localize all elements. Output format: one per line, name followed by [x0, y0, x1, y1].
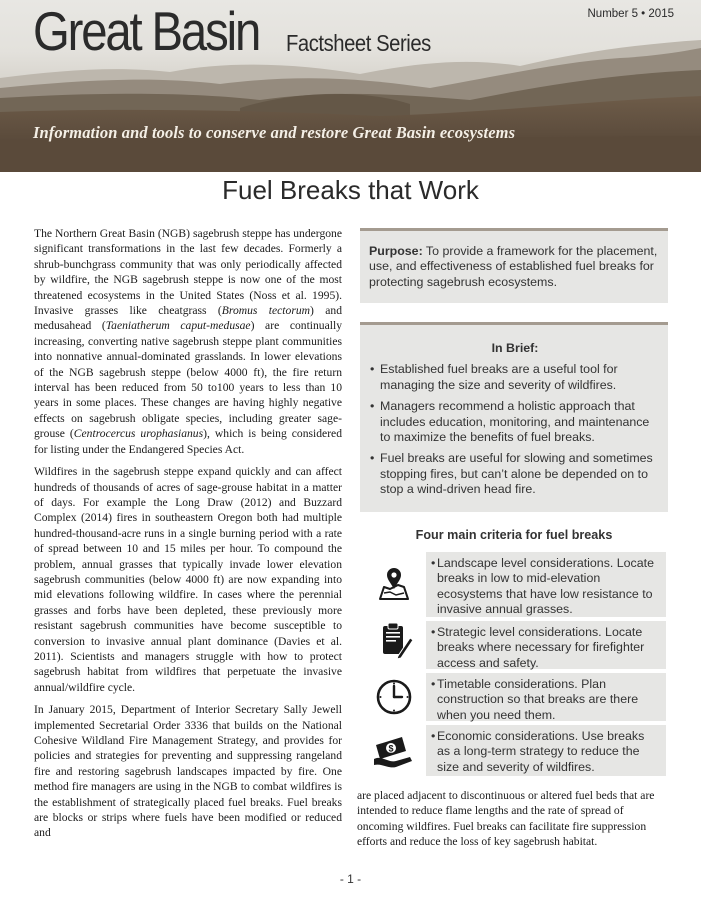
criterion-landscape — [426, 552, 666, 617]
text-run: The Northern Great Basin (NGB) sagebrush steppe has undergone significant transformations in the last few decades. Formerly a shrub-bunchgrass community that was only periodically affected by wildfire, the NGB sagebrush steppe is now one of the most threatened ecosystems in the United States (Noss et al. 1995). Invasive grasses like cheatgrass ( — [34, 227, 342, 318]
bullet: • — [431, 625, 436, 639]
criterion-timetable — [426, 673, 666, 721]
body-paragraph-3: In January 2015, Department of Interior Secretary Sally Jewell implemented Secretarial Order 3336 that builds on the National Cohesive Wildland Fire Management Strategy, and provides for policies and strategies for preventing and suppressing rangeland fire and restoring sagebrush landscapes impacted by fire. One method fire managers are using in the NGB to combat wildfires is the establishment of strategically placed fuel breaks. Fuel breaks are blocks or strips where fuels have been modified or reduced and — [34, 703, 342, 840]
purpose-label: Purpose: — [369, 244, 423, 258]
list-item: • Established fuel breaks are a useful tool for managing the size and severity of wildfires. — [370, 362, 660, 393]
criterion-text: Economic considerations. Use breaks as a long-term strategy to reduce the size and severity of wildfires. — [437, 729, 645, 774]
purpose-text: To provide a framework for the placement, use, and effectiveness of established fuel breaks for protecting sagebrush ecosystems. — [369, 244, 658, 289]
header-banner — [0, 0, 701, 172]
species-name: Centrocercus urophasianus — [73, 427, 204, 441]
bullet: • — [431, 729, 436, 743]
banner-tagline: Information and tools to conserve and restore Great Basin ecosystems — [33, 123, 516, 142]
in-brief-title: In Brief: — [491, 341, 539, 355]
text-run: ) are continually increasing, converting native sagebrush steppe plant communities into nonnative annual-dominated grasslands. In lower elevations of the NGB sagebrush steppe (below 4000 ft), the fire return interval has been reduced from 50 to100 years to less than 10 years in some places. These changes are having highly negative effects on sagebrush obligate species, including greater sage-grouse ( — [34, 319, 342, 441]
species-name: Bromus tectorum — [221, 304, 311, 318]
series-subtitle: Factsheet Series — [286, 30, 431, 56]
criterion-text: Landscape level considerations. Locate breaks in low to mid-elevation ecosystems that have low resistance to invasive annual grasses. — [437, 556, 654, 616]
bullet: • — [431, 677, 436, 691]
series-title: Great Basin — [33, 0, 260, 62]
svg-text:$: $ — [388, 743, 394, 754]
right-column-text: are placed adjacent to discontinuous or altered fuel beds that are intended to reduce flame lengths and the rate of spread of oncoming wildfires. Fuel breaks can facilitate fire suppression efforts and reduce the loss of key sagebrush habitat. — [357, 789, 655, 849]
clock-icon — [366, 674, 422, 720]
criterion-economic — [426, 725, 666, 776]
text-run: ) and medusahead ( — [34, 304, 342, 333]
text-run: ), which is being considered for listing under the Endangered Species Act. — [34, 427, 342, 456]
page-number: - 1 - — [339, 872, 362, 886]
purpose-box — [360, 228, 668, 303]
list-item: • Fuel breaks are useful for slowing and sometimes stopping fires, but can’t alone be depended on to stop a wind-driven head fire. — [370, 451, 660, 497]
body-paragraph-1 — [34, 226, 342, 457]
criteria-heading: Four main criteria for fuel breaks — [415, 528, 613, 542]
left-column-text — [34, 226, 342, 848]
issue-number: Number 5 • 2015 — [587, 8, 674, 20]
map-pin-icon — [366, 562, 422, 608]
criterion-text: Strategic level considerations. Locate breaks where necessary for firefighter access and safety. — [437, 625, 645, 670]
criterion-strategic — [426, 621, 666, 669]
money-icon — [366, 726, 422, 772]
clipboard-icon — [366, 617, 422, 663]
in-brief-box — [360, 322, 668, 512]
body-paragraph-2: Wildfires in the sagebrush steppe expand quickly and can affect hundreds of thousands of acres of sage-grouse habitat in a matter of days. For example the Long Draw (2012) and Buzzard Complex (2014) fires in southeastern Oregon both had multiple hundred-thousand-acre runs in a single burning period with a rate of spread between 10 and 15 miles per hour. To compound the problem, annual grasses that typically invade lower elevation sagebrush communities (below 4000 ft) are now expanding into mid elevations following wildfire. In cases where the perennial grasses and forbs have been depleted, these previously more resistant sagebrush communities have become susceptible to conversion to invasive annual plant dominance (Davies et al. 2011). Scientists and managers struggle with how to protect sagebrush habitat from wildfires that perpetuate the invasive annual/wildfire cycle. — [34, 465, 342, 694]
criterion-text: Timetable considerations. Plan construction so that breaks are there when you need them. — [437, 677, 639, 722]
document-title: Fuel Breaks that Work — [222, 175, 479, 205]
species-name: Taeniatherum caput-medusae — [105, 319, 251, 333]
list-item: • Managers recommend a holistic approach that includes education, monitoring, and maintenance to maximize the benefits of fuel breaks. — [370, 399, 660, 445]
in-brief-list — [370, 362, 660, 497]
bullet: • — [431, 556, 436, 570]
